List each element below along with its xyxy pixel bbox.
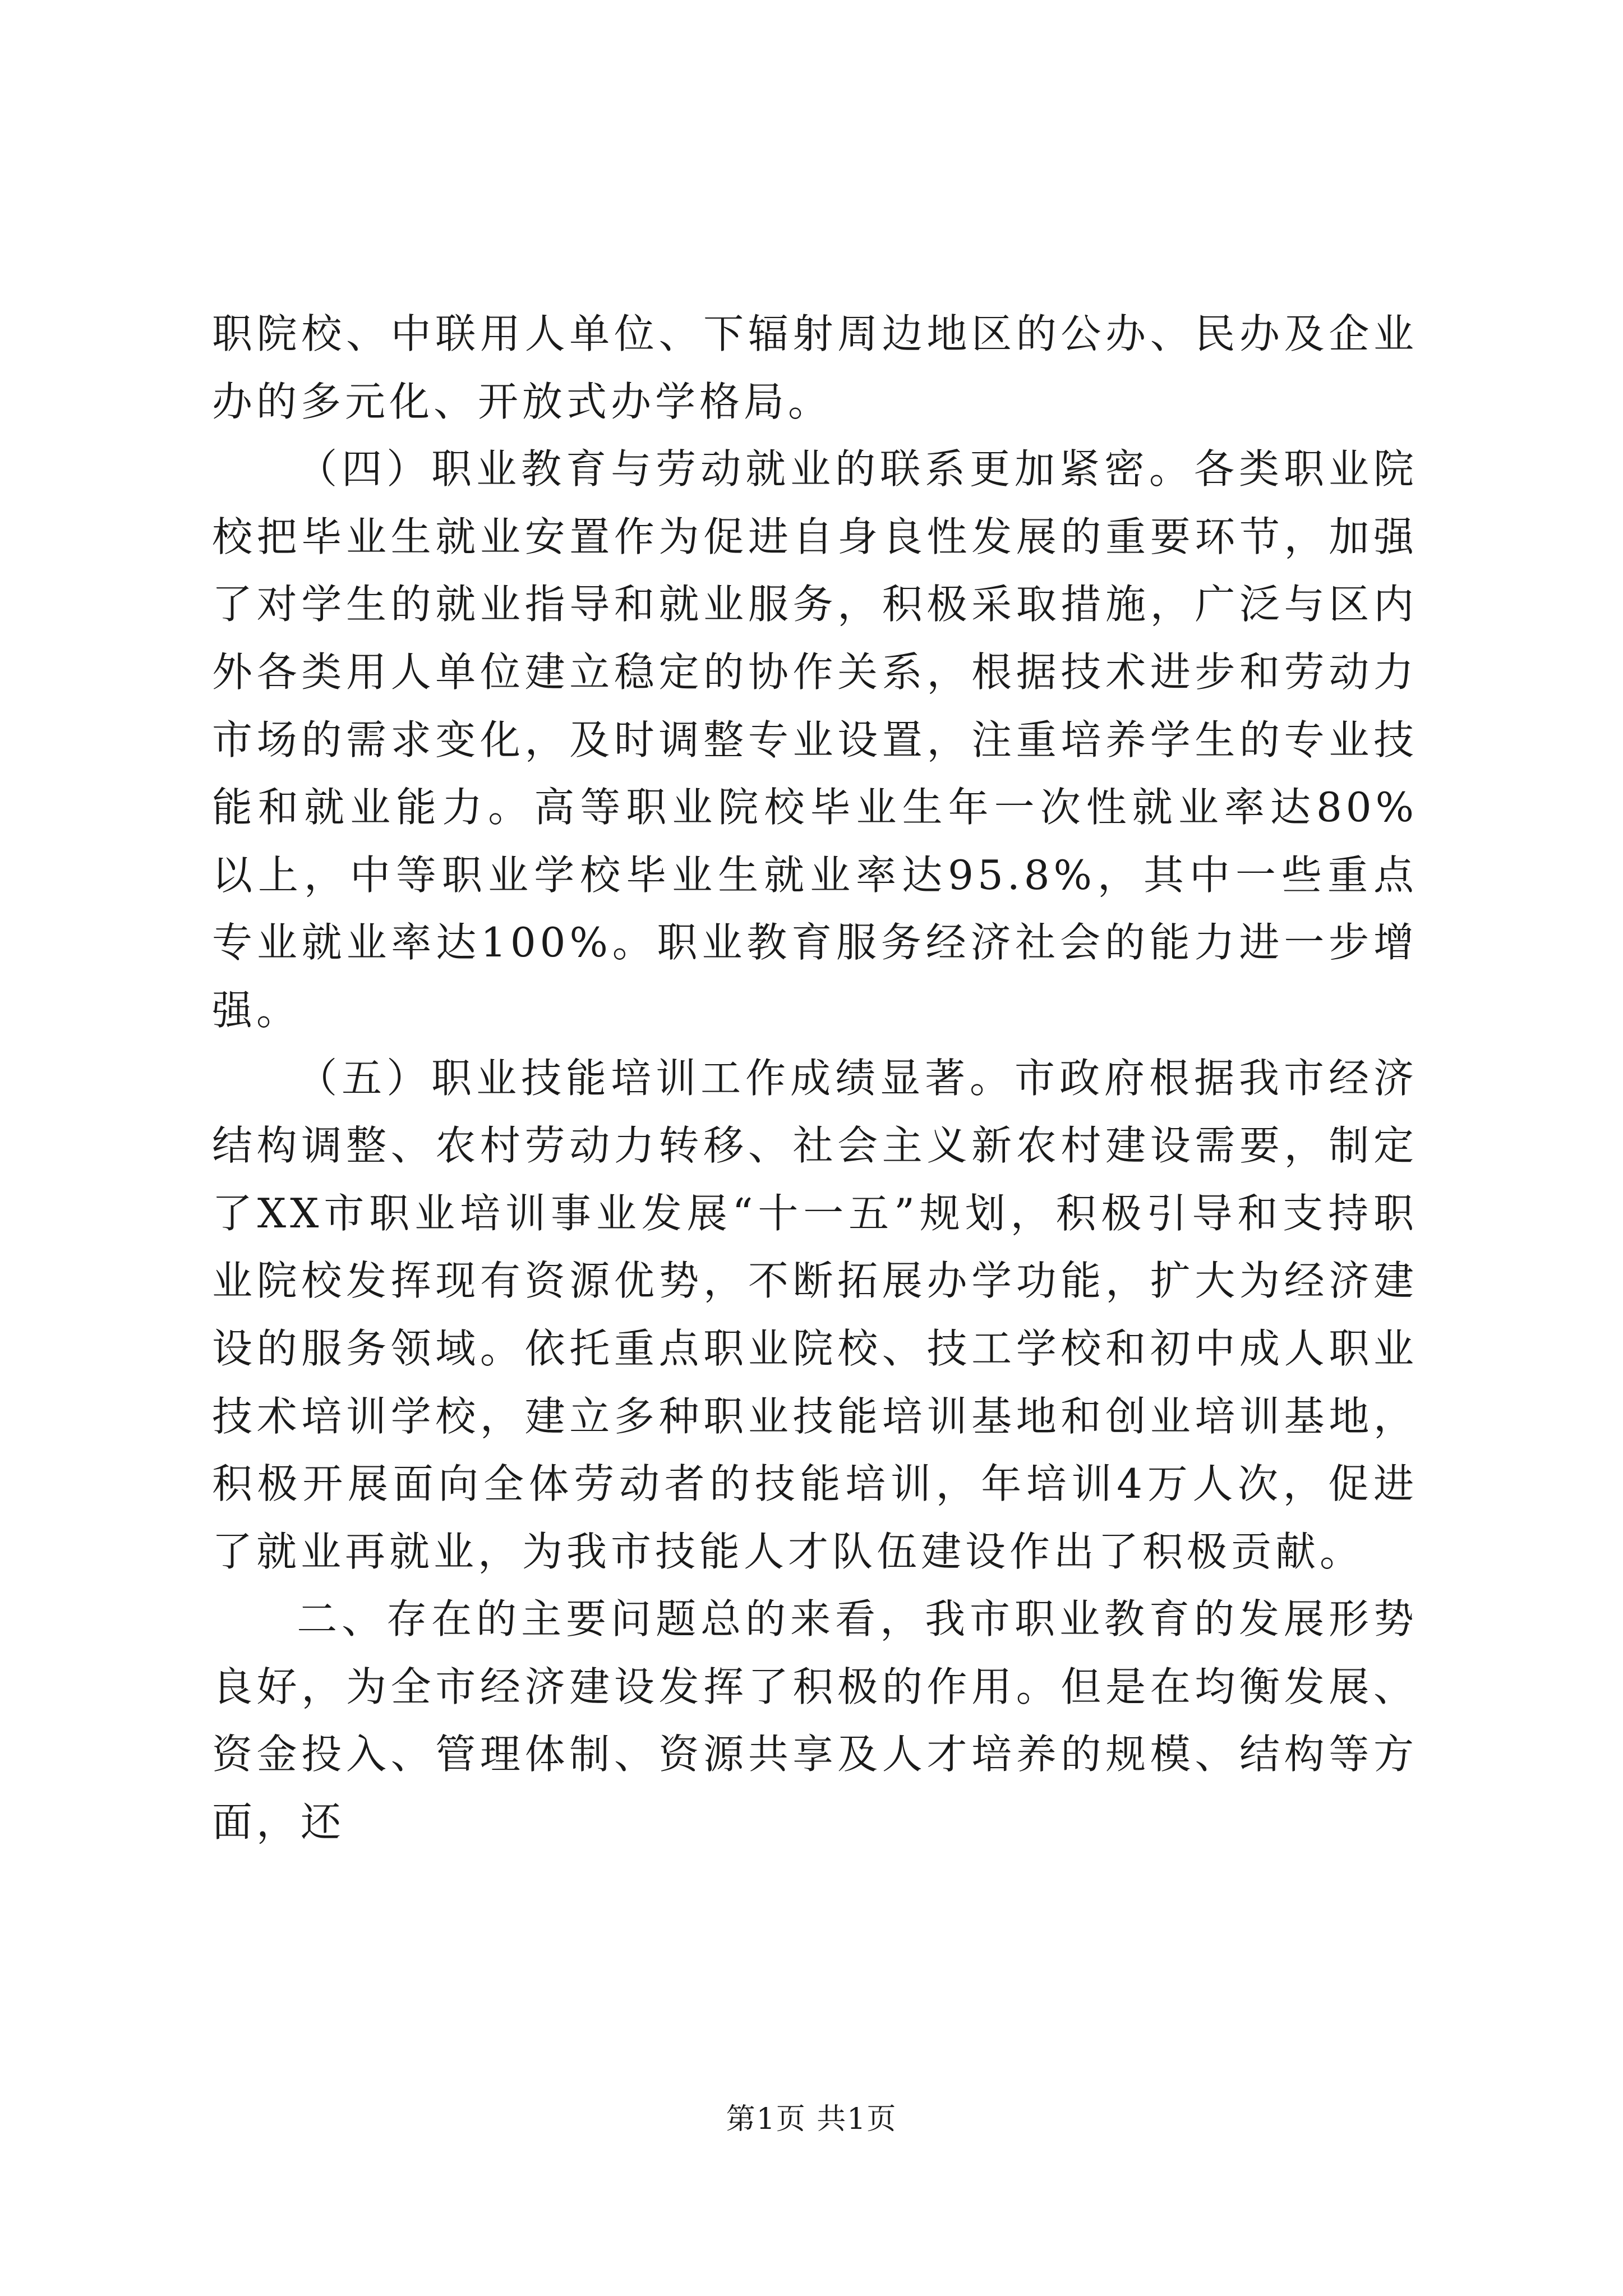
- page-footer: 第1页 共1页: [726, 2102, 897, 2136]
- paragraph-section-4: （四）职业教育与劳动就业的联系更加紧密。各类职业院校把毕业生就业安置作为促进自身良性发展的重要环节，加强了对学生的就业指导和就业服务，积极采取措施，广泛与区内外各类用人单位建立稳定的协作关系，根据技术进步和劳动力市场的需求变化，及时调整专业设置，注重培养学生的专业技能和就业能力。高等职业院校毕业生年一次性就业率达80%以上，中等职业学校毕业生就业率达95.8%，其中一些重点专业就业率达100%。职业教育服务经济社会的能力进一步增强。: [212, 445, 1418, 1034]
- document-body: [212, 300, 1418, 1856]
- paragraph-problems: 二、存在的主要问题总的来看，我市职业教育的发展形势良好，为全市经济建设发挥了积极的作用。但是在均衡发展、资金投入、管理体制、资源共享及人才培养的规模、结构等方面，还: [212, 1595, 1418, 1846]
- paragraph-continuation: 职院校、中联用人单位、下辐射周边地区的公办、民办及企业办的多元化、开放式办学格局。: [212, 310, 1418, 425]
- paragraph-section-5: （五）职业技能培训工作成绩显著。市政府根据我市经济结构调整、农村劳动力转移、社会主义新农村建设需要，制定了XX市职业培训事业发展“十一五”规划，积极引导和支持职业院校发挥现有资源优势，不断拓展办学功能，扩大为经济建设的服务领域。依托重点职业院校、技工学校和初中成人职业技术培训学校，建立多种职业技能培训基地和创业培训基地，积极开展面向全体劳动者的技能培训，年培训4万人次，促进了就业再就业，为我市技能人才队伍建设作出了积极贡献。: [212, 1054, 1418, 1575]
